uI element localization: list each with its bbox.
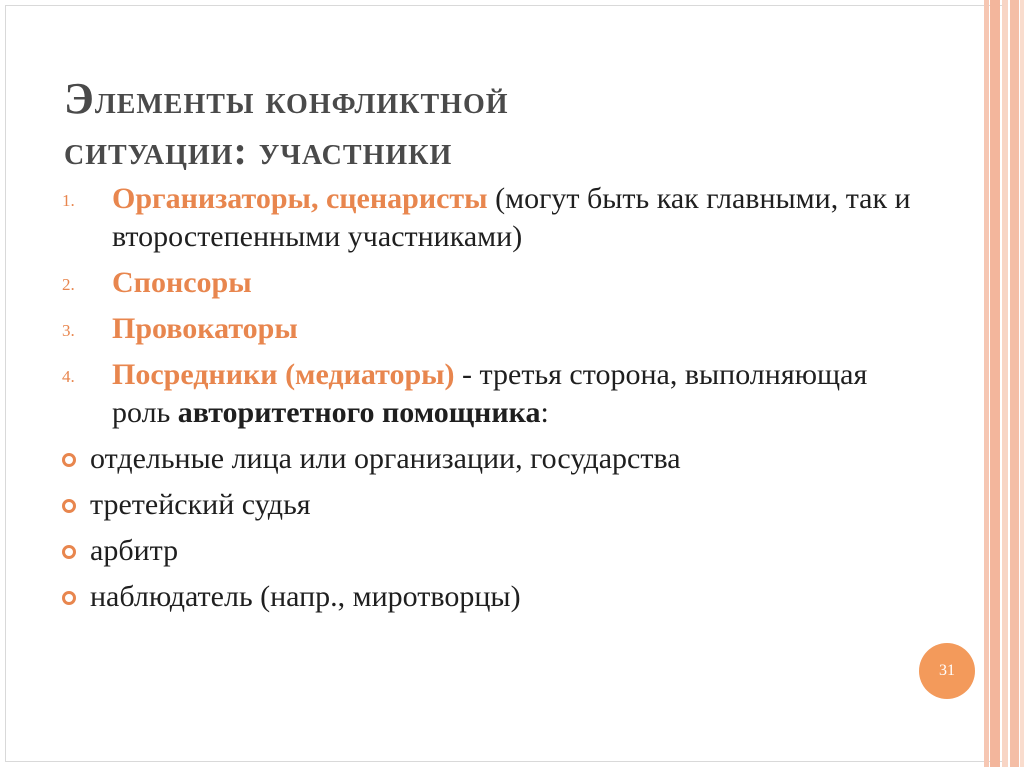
list-number: 2. [62,275,75,294]
stripe [1020,0,1024,767]
bullet-text: отдельные лица или организации, государства [90,442,681,475]
bullet-item-4 [62,578,922,616]
item-strong-text: авторитетного помощника [177,396,541,429]
stripe [1002,0,1008,767]
page-number-badge: 31 [919,643,975,699]
bullet-item-1 [62,440,922,478]
list-number: 4. [62,367,75,386]
ring-bullet-icon [62,453,76,467]
item-text: (могут быть как главными, так и второстепенными участниками) [112,182,911,253]
item-highlight: Посредники (медиаторы) [112,358,455,391]
slide-title [64,71,934,176]
item-suffix: : [540,396,549,429]
bullet-text: наблюдатель (напр., миротворцы) [90,580,521,613]
slide-title-line-1: Элементы конфликтной [64,74,509,124]
list-number: 3. [62,321,75,340]
bullet-text: третейский судья [90,488,311,521]
bullet-item-2 [62,486,922,524]
bullet-item-3 [62,532,922,570]
slide-content [62,180,922,624]
decorative-stripes [984,0,1024,767]
ring-bullet-icon [62,545,76,559]
item-highlight: Провокаторы [112,312,298,345]
stripe [1010,0,1019,767]
list-number: 1. [62,191,75,210]
numbered-item-4 [62,356,922,432]
stripe [990,0,1000,767]
bullet-text: арбитр [90,534,179,567]
numbered-item-2 [62,264,922,302]
item-highlight: Организаторы, сценаристы [112,182,488,215]
item-text: - третья сторона, выполняющая роль [112,358,868,429]
item-highlight: Спонсоры [112,266,252,299]
stripe [984,0,989,767]
numbered-item-1 [62,180,922,256]
slide-title-line-2: ситуации: участники [64,128,453,174]
ring-bullet-icon [62,499,76,513]
numbered-item-3 [62,310,922,348]
ring-bullet-icon [62,591,76,605]
